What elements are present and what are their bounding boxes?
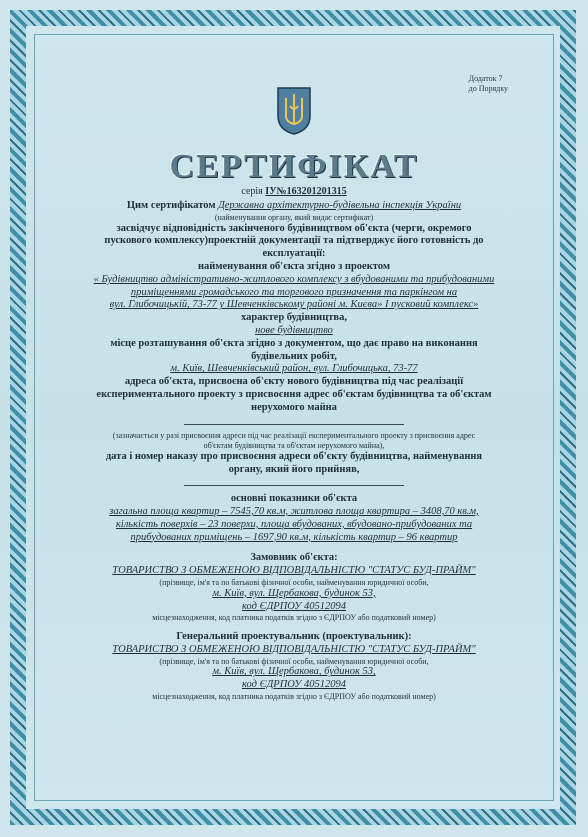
character-label: характер будівництва, (241, 312, 347, 324)
customer-code: код ЄДРПОУ 40512094 (242, 600, 346, 612)
location-label-2: будівельних робіт, (251, 350, 337, 362)
character-value: нове будівництво (255, 324, 333, 336)
object-name-3: вул. Глибочицькій, 73-77 у Шевченківському районі м. Києва» І пусковий комплекс» (109, 299, 479, 311)
series-line (40, 186, 548, 198)
address-label-2: експериментального проекту з присвоєння адрес об'єктам будівництва та об'єктам (96, 388, 492, 400)
object-name-2: приміщеннями громадського та торгового призначення та паркінгом на (130, 286, 458, 298)
order-label-1: дата і номер наказу про присвоєння адреси об'єкту будівництва, найменування (105, 450, 483, 462)
address-blank-line (184, 424, 404, 425)
designer-label: Генеральний проектувальник (проектувальник): (176, 631, 412, 643)
statement-line-2: пускового комплексу)проектній документації та підтверджує його готовність до (104, 235, 484, 247)
customer-address: м. Київ, вул. Щербакова, будинок 53, (212, 587, 376, 599)
annex-line-1: Додаток 7 (468, 74, 503, 83)
statement-line-1: засвідчує відповідність закінченого будівництвом об'єкта (черги, окремого (116, 222, 472, 234)
designer-code: код ЄДРПОУ 40512094 (242, 679, 346, 691)
designer-name: ТОВАРИСТВО З ОБМЕЖЕНОЮ ВІДПОВІДАЛЬНІСТЮ "СТАТУС БУД-ПРАЙМ" (112, 643, 476, 655)
indicators-line-3: прибудованих приміщень – 1697,90 кв.м, кількість квартир – 96 квартир (130, 531, 458, 543)
order-label-2: органу, який його прийняв, (228, 463, 360, 475)
customer-label: Замовник об'єкта: (250, 552, 338, 564)
designer-note-2: місцезнаходження, код платника податків згідно з ЄДРПОУ або податковий номер) (152, 692, 436, 701)
certificate-content (40, 40, 548, 795)
series-label: серія (241, 186, 263, 197)
issuing-authority: Державна архітектурно-будівельна інспекція України (218, 200, 462, 211)
indicators-line-1: загальна площа квартир – 7545,70 кв.м, житлова площа квартира – 3408,70 кв.м, (109, 505, 479, 517)
annex-line-2: до Порядку (468, 84, 508, 93)
designer-address: м. Київ, вул. Щербакова, будинок 53, (212, 666, 376, 678)
authority-note: (найменування органу, який видає сертифікат) (214, 212, 374, 222)
statement-line-3: експлуатації: (262, 248, 326, 260)
annex-note (469, 74, 508, 94)
designer-note-1: (прізвище, ім'я та по батькові фізичної особи, найменування юридичної особи, (159, 656, 429, 666)
customer-note-1: (прізвище, ім'я та по батькові фізичної особи, найменування юридичної особи, (159, 577, 429, 587)
object-name-1: « Будівництво адміністративно-житлового комплексу з вбудованими та прибудованими (93, 273, 495, 285)
intro-prefix: Цим сертифікатом (126, 200, 216, 211)
address-note-1: (зазначається у разі присвоєння адреси під час реалізації експериментального проекту з присвоєння адрес (112, 431, 476, 441)
object-label: найменування об'єкта згідно з проектом (197, 260, 390, 272)
order-blank-line (184, 485, 404, 486)
customer-note-2: місцезнаходження, код платника податків згідно з ЄДРПОУ або податковий номер) (152, 613, 436, 623)
coat-of-arms-icon (276, 86, 312, 136)
indicators-line-2: кількість поверхів – 23 поверхи, площа вбудованих, вбудовано-прибудованих та (115, 518, 473, 530)
series-number: ІУ№163201201315 (265, 186, 347, 197)
customer-name: ТОВАРИСТВО З ОБМЕЖЕНОЮ ВІДПОВІДАЛЬНІСТЮ "СТАТУС БУД-ПРАЙМ" (112, 565, 476, 577)
location-value: м. Київ, Шевченківський район, вул. Глибочицька, 73-77 (170, 363, 418, 375)
intro-line (40, 200, 548, 213)
location-label-1: місце розташування об'єкта згідно з документом, що дає право на виконання (110, 337, 478, 349)
indicators-label: основні показники об'єкта (230, 493, 358, 505)
address-note-2: об'єктам будівництва та об'єктам нерухомого майна), (203, 441, 385, 451)
certificate-title: СЕРТИФІКАТ (169, 148, 419, 185)
certificate-body (40, 200, 548, 702)
address-label-1: адреса об'єкта, присвоєна об'єкту нового будівництва під час реалізації (124, 376, 464, 388)
address-label-3: нерухомого майна (251, 401, 337, 413)
